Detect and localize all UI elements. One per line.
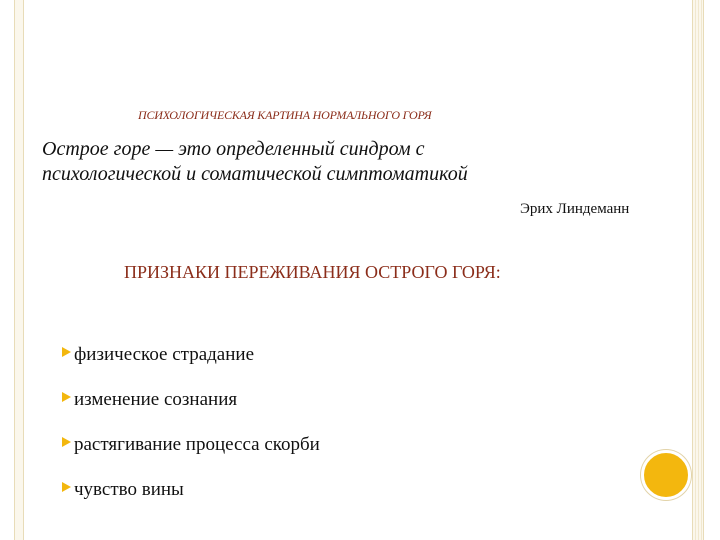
list-item-text: физическое страдание <box>74 343 254 365</box>
arrow-bullet-icon <box>62 347 71 357</box>
quote <box>42 137 602 187</box>
signs-list <box>62 343 320 523</box>
list-item <box>62 388 320 411</box>
list-item-text: изменение сознания <box>74 388 238 410</box>
gold-circle-icon <box>641 450 691 500</box>
list-item <box>62 478 320 501</box>
quote-author: Эрих Линдеманн <box>520 201 630 217</box>
list-item <box>62 433 320 456</box>
list-item-text: чувство вины <box>74 478 184 500</box>
list-item-text: растягивание процесса скорби <box>74 433 320 455</box>
section-heading: ПРИЗНАКИ ПЕРЕЖИВАНИЯ ОСТРОГО ГОРЯ: <box>124 262 501 282</box>
arrow-bullet-icon <box>62 482 71 492</box>
list-item <box>62 343 320 366</box>
left-frame-border <box>14 0 24 540</box>
arrow-bullet-icon <box>62 392 71 402</box>
slide-subtitle: ПСИХОЛОГИЧЕСКАЯ КАРТИНА НОРМАЛЬНОГО ГОРЯ <box>138 108 432 122</box>
arrow-bullet-icon <box>62 437 71 447</box>
quote-line-1: Острое горе — это определенный синдром с <box>42 138 425 160</box>
right-frame-border <box>692 0 704 540</box>
quote-line-2: психологической и соматической симптоматикой <box>42 163 468 185</box>
